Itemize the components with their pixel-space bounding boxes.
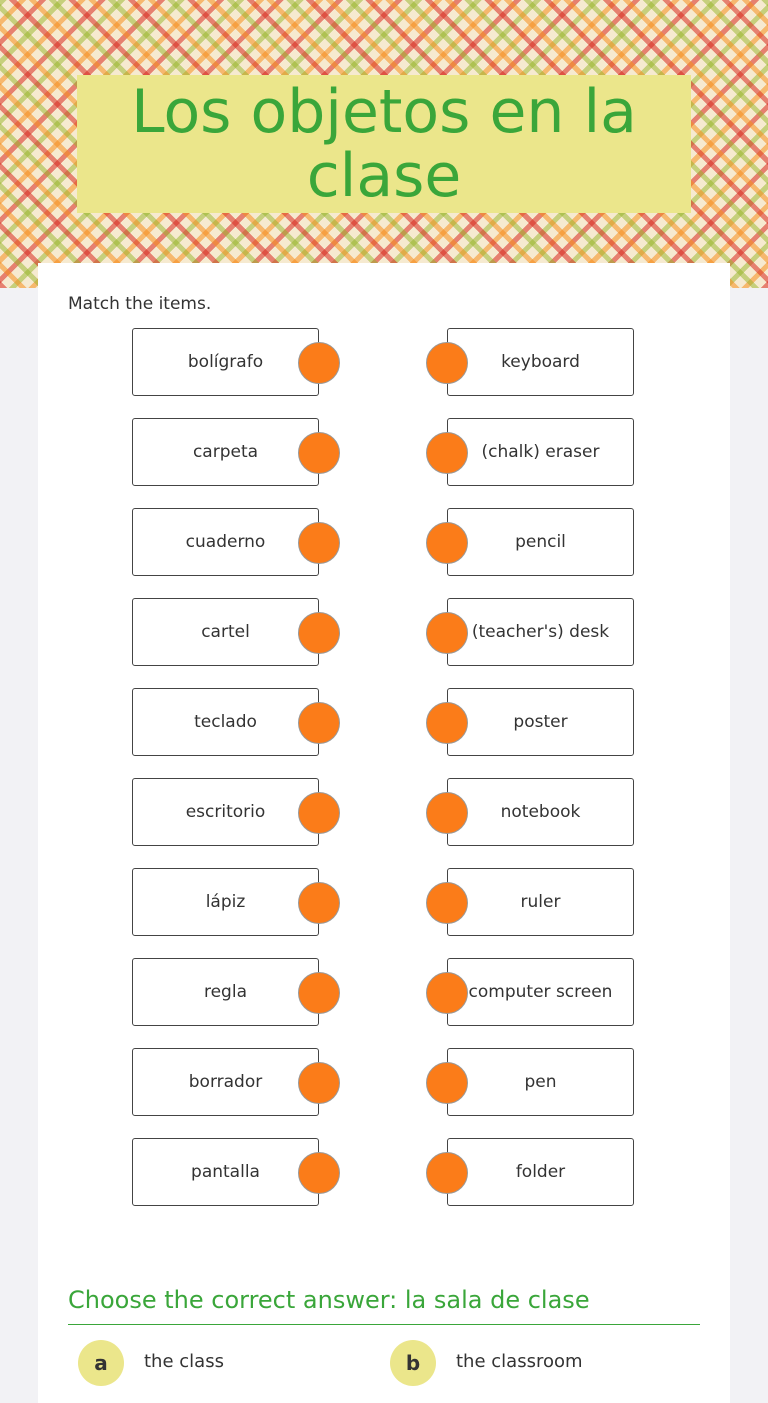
left-match-item[interactable]: cuaderno	[132, 508, 319, 576]
right-match-item[interactable]: pencil	[447, 508, 634, 576]
option-b-label[interactable]: the classroom	[456, 1351, 583, 1372]
page-title: Los objetos en la clase	[131, 77, 637, 211]
right-connector-dot[interactable]	[426, 1152, 468, 1194]
left-connector-dot[interactable]	[298, 522, 340, 564]
right-connector-dot[interactable]	[426, 612, 468, 654]
right-connector-dot[interactable]	[426, 522, 468, 564]
left-connector-dot[interactable]	[298, 1062, 340, 1104]
left-match-item[interactable]: bolígrafo	[132, 328, 319, 396]
right-connector-dot[interactable]	[426, 432, 468, 474]
left-connector-dot[interactable]	[298, 882, 340, 924]
left-connector-dot[interactable]	[298, 702, 340, 744]
right-connector-dot[interactable]	[426, 1062, 468, 1104]
option-b-badge[interactable]: b	[390, 1340, 436, 1386]
right-match-item[interactable]: poster	[447, 688, 634, 756]
right-match-item[interactable]: ruler	[447, 868, 634, 936]
right-match-item[interactable]: notebook	[447, 778, 634, 846]
right-connector-dot[interactable]	[426, 702, 468, 744]
right-match-item[interactable]: computer screen	[447, 958, 634, 1026]
left-match-item[interactable]: escritorio	[132, 778, 319, 846]
left-match-item[interactable]: regla	[132, 958, 319, 1026]
option-a-label[interactable]: the class	[144, 1351, 224, 1372]
left-match-item[interactable]: cartel	[132, 598, 319, 666]
left-connector-dot[interactable]	[298, 612, 340, 654]
left-match-item[interactable]: borrador	[132, 1048, 319, 1116]
right-connector-dot[interactable]	[426, 792, 468, 834]
left-connector-dot[interactable]	[298, 972, 340, 1014]
right-connector-dot[interactable]	[426, 342, 468, 384]
right-connector-dot[interactable]	[426, 882, 468, 924]
instruction-text: Match the items.	[68, 294, 212, 314]
question-title: Choose the correct answer: la sala de clase	[68, 1286, 590, 1314]
right-connector-dot[interactable]	[426, 972, 468, 1014]
right-match-item[interactable]: (chalk) eraser	[447, 418, 634, 486]
option-a-badge[interactable]: a	[78, 1340, 124, 1386]
right-match-item[interactable]: pen	[447, 1048, 634, 1116]
right-match-item[interactable]: keyboard	[447, 328, 634, 396]
right-match-item[interactable]: folder	[447, 1138, 634, 1206]
left-connector-dot[interactable]	[298, 432, 340, 474]
left-connector-dot[interactable]	[298, 792, 340, 834]
right-match-item[interactable]: (teacher's) desk	[447, 598, 634, 666]
question-divider	[68, 1324, 700, 1325]
left-connector-dot[interactable]	[298, 342, 340, 384]
left-connector-dot[interactable]	[298, 1152, 340, 1194]
left-match-item[interactable]: teclado	[132, 688, 319, 756]
left-match-item[interactable]: carpeta	[132, 418, 319, 486]
left-match-item[interactable]: pantalla	[132, 1138, 319, 1206]
title-box	[77, 75, 691, 213]
left-match-item[interactable]: lápiz	[132, 868, 319, 936]
